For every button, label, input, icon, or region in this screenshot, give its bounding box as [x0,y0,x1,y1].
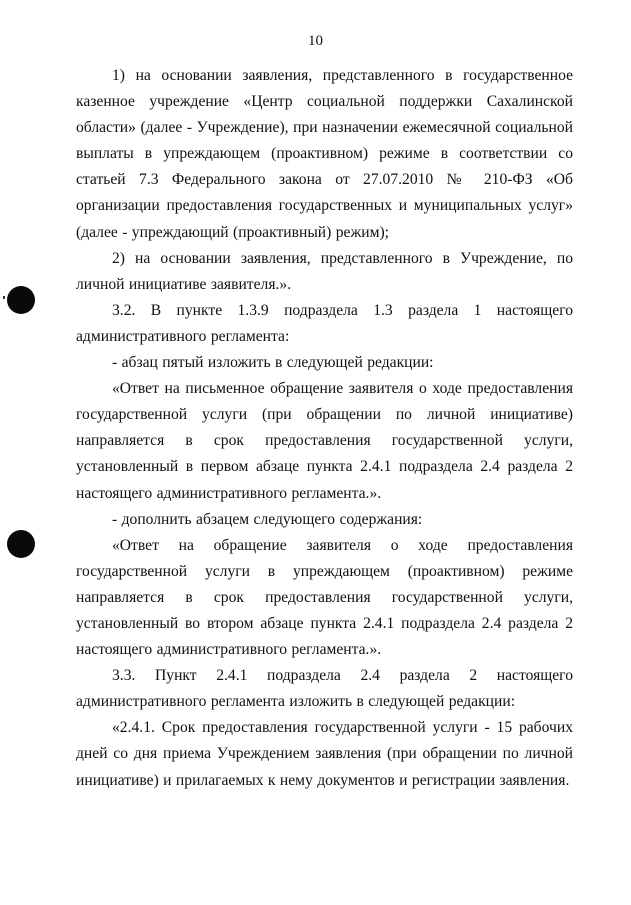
paragraph-quote-proactive-response: «Ответ на обращение заявителя о ходе предоставления государственной услуги в упреждающем (проактивном) режиме направляется в срок предоставления государственной услуги, установленный во втором абзаце пункта 2.4.1 подраздела 2.4 раздела 2 настоящего административного регламента.». [76,536,573,659]
document-body [76,63,573,794]
paragraph-item-1: 1) на основании заявления, представленного в государственное казенное учреждение «Центр социальной поддержки Сахалинской области» (далее - Учреждение), при назначении ежемесячной социальной выплаты в упреждающем (проактивном) режиме в соответствии со статьей 7.3 Федерального закона от 27.07.2010 № 210-ФЗ «Об организации предоставления государственных и муниципальных услуг» (далее - упреждающий (проактивный) режим); [76,67,573,241]
paragraph-instruction-add: - дополнить абзацем следующего содержания: [112,510,423,528]
page-number: 10 [308,33,323,49]
paragraph-item-2: 2) на основании заявления, представленного в Учреждение, по личной инициативе заявителя.». [76,249,573,293]
paragraph-quote-2-4-1: «2.4.1. Срок предоставления государственной услуги - 15 рабочих дней со дня приема Учреждением заявления (при обращении по личной инициативе) и прилагаемых к нему документов и регистрации заявления. [76,719,573,789]
scan-speck [3,296,5,299]
paragraph-instruction-abzac-5: - абзац пятый изложить в следующей редакции: [112,354,434,372]
punch-hole-top [7,286,35,314]
paragraph-section-3-3: 3.3. Пункт 2.4.1 подраздела 2.4 раздела 2 настоящего административного регламента изложить в следующей редакции: [76,667,573,711]
paragraph-quote-written-response: «Ответ на письменное обращение заявителя о ходе предоставления государственной услуги (при обращении по личной инициативе) направляется в срок предоставления государственной услуги, установленный в первом абзаце пункта 2.4.1 подраздела 2.4 раздела 2 настоящего административного регламента.». [76,380,573,502]
punch-hole-bottom [7,530,35,558]
paragraph-section-3-2: 3.2. В пункте 1.3.9 подраздела 1.3 раздела 1 настоящего административного регламента: [76,301,573,345]
